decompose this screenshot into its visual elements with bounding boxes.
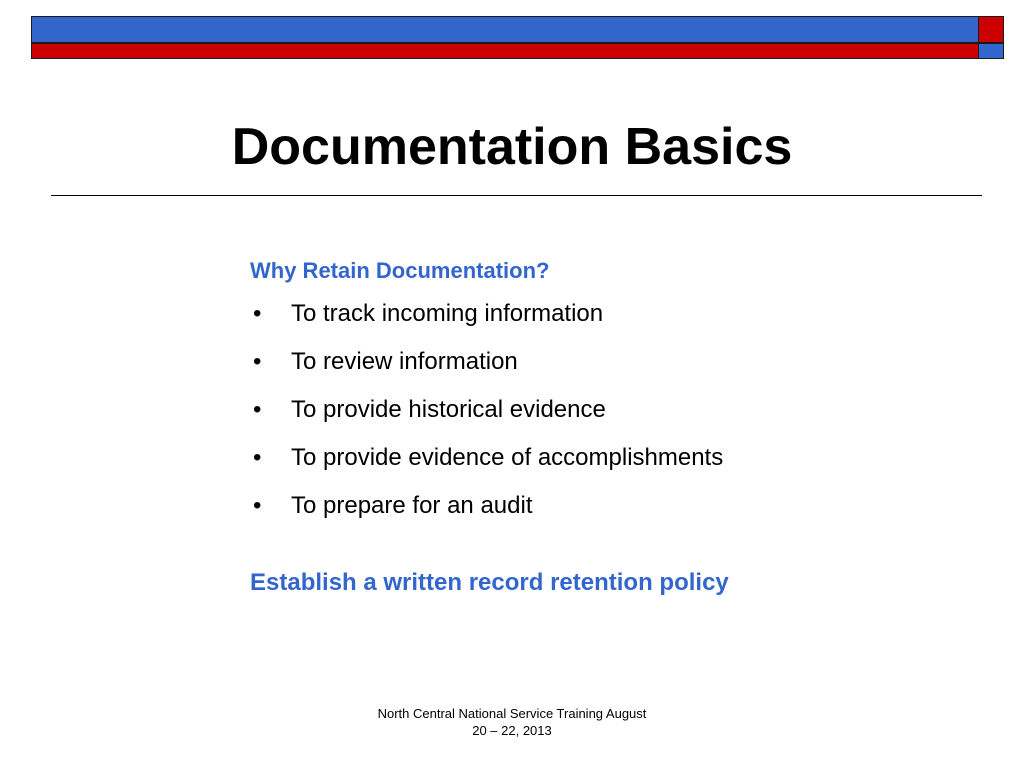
bullet-icon: • [253, 300, 262, 328]
footer-line-2: 20 – 22, 2013 [472, 722, 552, 738]
bullet-icon: • [253, 348, 262, 376]
slide-title: Documentation Basics [231, 118, 793, 176]
bullet-item [250, 396, 950, 425]
section-heading: Why Retain Documentation? [250, 258, 550, 283]
policy-statement: Establish a written record retention policy [250, 569, 729, 597]
bullet-item [250, 492, 950, 521]
slide-footer [362, 706, 662, 740]
bullet-icon: • [253, 395, 262, 423]
header-corner-red [978, 16, 1004, 43]
bullet-text: To review information [291, 348, 518, 376]
header-bar-red [31, 43, 979, 59]
bullet-text: To track incoming information [291, 300, 604, 328]
bullet-item [250, 348, 950, 377]
bullet-list [250, 300, 950, 520]
bullet-icon: • [253, 491, 262, 519]
slide-content [250, 258, 950, 598]
bullet-text: To prepare for an audit [291, 491, 533, 519]
bullet-icon: • [253, 443, 262, 471]
header-corner-blue [978, 43, 1004, 59]
header-bar-blue [31, 16, 979, 43]
bullet-text: To provide evidence of accomplishments [291, 443, 724, 471]
title-divider [51, 195, 982, 196]
bullet-text: To provide historical evidence [291, 395, 606, 423]
bullet-item [250, 444, 950, 473]
bullet-item [250, 300, 950, 329]
footer-line-1: North Central National Service Training August [377, 706, 647, 721]
